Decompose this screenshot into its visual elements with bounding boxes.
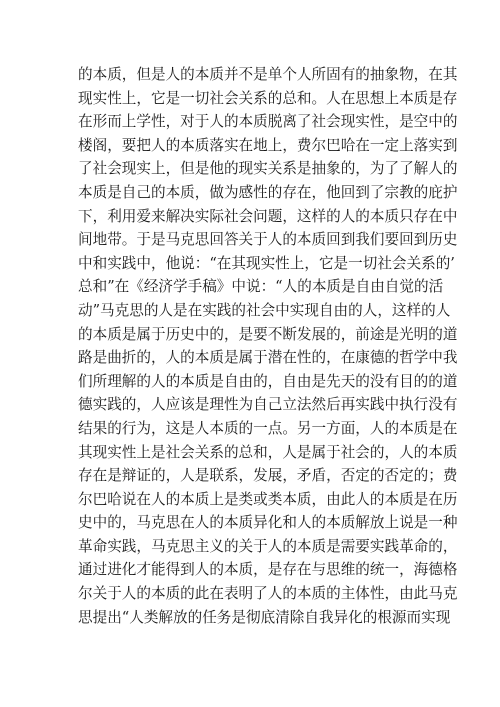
text-line: 下，利用爱来解决实际社会问题，这样的人的本质只存在中	[78, 207, 458, 225]
text-line: 通过进化才能得到人的本质，是存在与思维的统一，海德格	[78, 561, 458, 579]
text-line: 间地带。于是马克思回答关于人的本质回到我们要回到历史	[78, 231, 458, 249]
text-line: 尔巴哈说在人的本质上是类或类本质，由此人的本质是在历	[78, 490, 458, 508]
body-text	[78, 63, 458, 629]
text-line: 尔关于人的本质的此在表明了人的本质的主体性，由此马克	[78, 585, 458, 603]
text-line: 路是曲折的，人的本质是属于潜在性的，在康德的哲学中我	[78, 349, 458, 367]
text-line: 在形而上学性，对于人的本质脱离了社会现实性，是空中的	[78, 113, 458, 131]
text-line: 德实践的，人应该是理性为自己立法然后再实践中执行没有	[78, 396, 458, 414]
text-line: 结果的行为，这是人本质的一点。另一方面，人的本质是在	[78, 419, 458, 437]
text-line: 思提出“人类解放的任务是彻底清除自我异化的根源而实现	[78, 608, 451, 626]
text-line: 其现实性上是社会关系的总和，人是属于社会的，人的本质	[78, 443, 458, 461]
text-line: 们所理解的人的本质是自由的，自由是先天的没有目的的道	[78, 372, 458, 390]
text-line: 存在是辩证的，人是联系，发展，矛盾，否定的否定的；费	[78, 467, 458, 485]
text-line: 史中的，马克思在人的本质异化和人的本质解放上说是一种	[78, 514, 458, 532]
text-line: 革命实践，马克思主义的关于人的本质是需要实践革命的，	[78, 537, 458, 555]
text-line: 了社会现实上，但是他的现实关系是抽象的，为了了解人的	[78, 160, 458, 178]
text-line: 本质是自己的本质，做为感性的存在，他回到了宗教的庇护	[78, 183, 458, 201]
text-line: 动”马克思的人是在实践的社会中实现自由的人，这样的人	[78, 301, 451, 319]
text-line: 楼阁，要把人的本质落实在地上，费尔巴哈在一定上落实到	[78, 136, 458, 154]
text-line: 的本质是属于历史中的，是要不断发展的，前途是光明的道	[78, 325, 458, 343]
text-line: 中和实践中，他说：“在其现实性上，它是一切社会关系的’	[78, 254, 455, 272]
text-line: 现实性上，它是一切社会关系的总和。人在思想上本质是存	[78, 89, 458, 107]
text-line: 的本质，但是人的本质并不是单个人所固有的抽象物，在其	[78, 66, 458, 83]
text-line: 总和”在《经济学手稿》中说：“人的本质是自由自觉的活	[78, 278, 444, 296]
